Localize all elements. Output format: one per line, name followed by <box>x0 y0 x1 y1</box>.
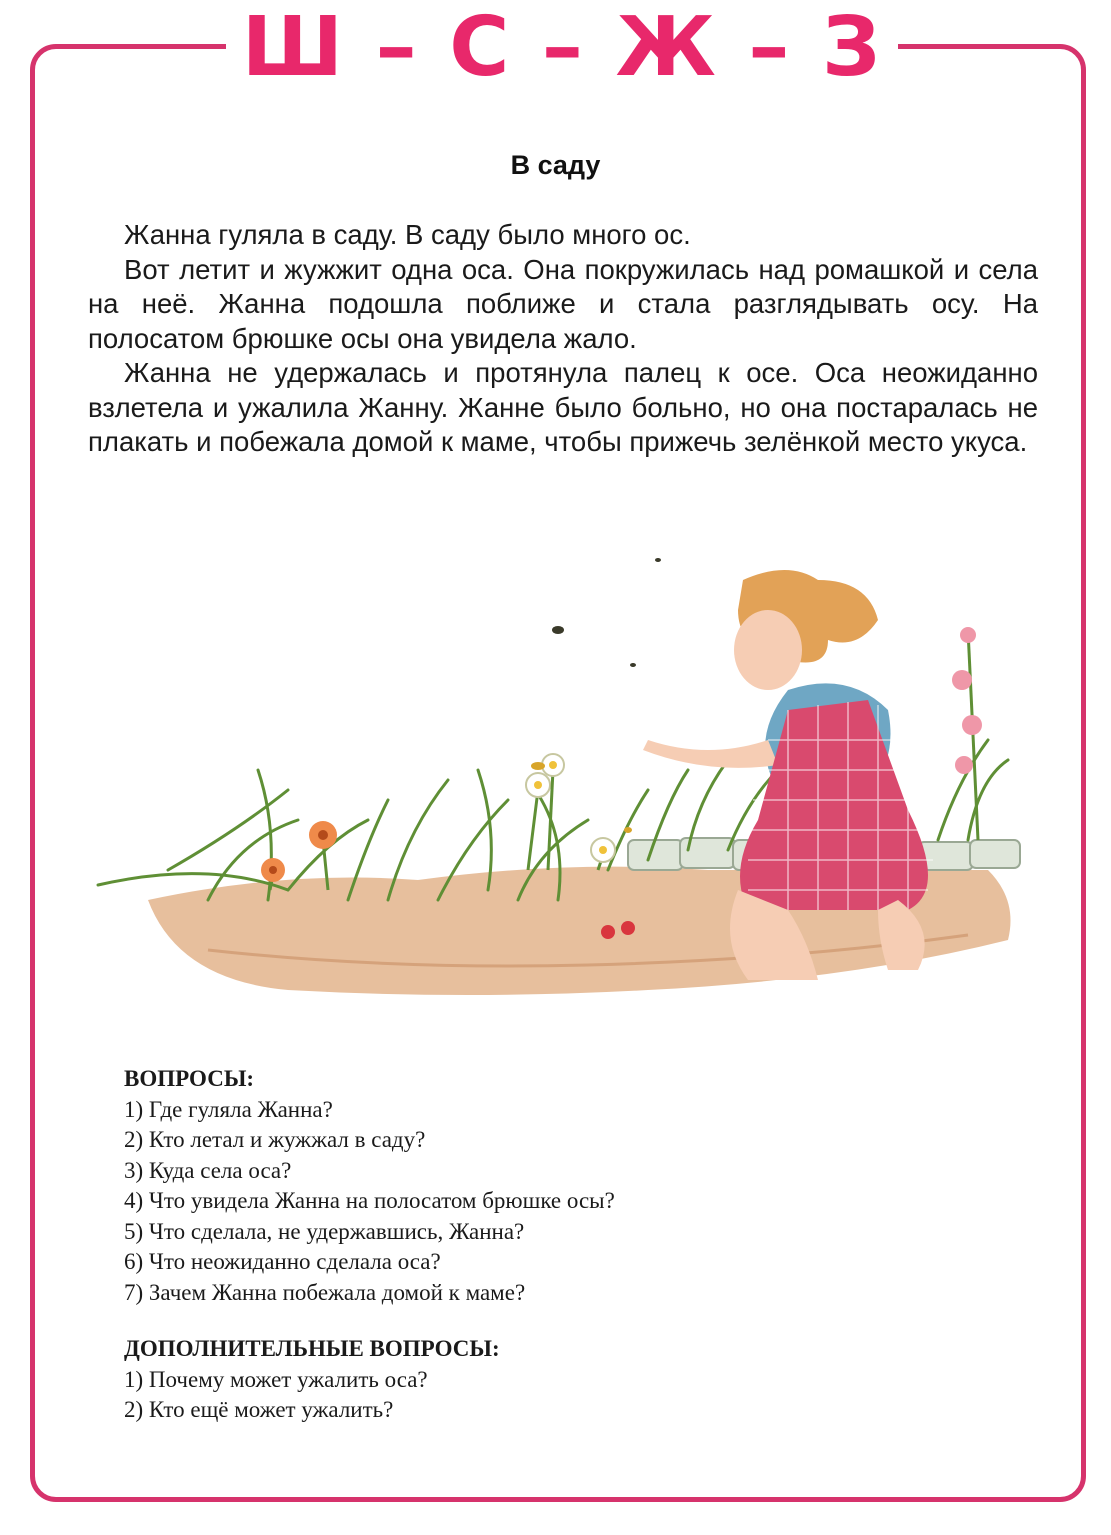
extra-questions-heading: ДОПОЛНИТЕЛЬНЫЕ ВОПРОСЫ: <box>124 1336 500 1361</box>
story-paragraph: Жанна не удержалась и протянула палец к осе. Оса неожиданно взлетела и ужалила Жанну. Жанне было больно, но она постаралась не плакать и побежала домой к маме, чтобы прижечь зелёнкой место укуса. <box>88 357 1038 457</box>
header-letters: Ш – С – Ж – З <box>241 0 883 95</box>
extra-question-item: 1) Почему может ужалить оса? <box>124 1366 428 1392</box>
extra-questions-list <box>124 1365 1024 1426</box>
question-item: 6) Что неожиданно сделала оса? <box>124 1249 441 1274</box>
story-title: В саду <box>510 150 601 180</box>
extra-questions-section <box>124 1334 1024 1426</box>
question-item: 5) Что сделала, не удержавшись, Жанна? <box>124 1218 525 1244</box>
story-text <box>88 218 1038 460</box>
question-item: 7) Зачем Жанна побежала домой к маме? <box>124 1279 526 1305</box>
question-item: 3) Куда села оса? <box>124 1157 292 1183</box>
questions-heading: ВОПРОСЫ: <box>124 1066 255 1091</box>
question-item: 1) Где гуляла Жанна? <box>124 1096 333 1122</box>
garden-illustration <box>88 540 1038 1020</box>
story-paragraph: Жанна гуляла в саду. В саду было много ос. <box>124 219 691 250</box>
questions-section <box>124 1064 1024 1426</box>
header <box>226 0 898 96</box>
questions-list <box>124 1095 1024 1309</box>
question-item: 4) Что увидела Жанна на полосатом брюшке осы? <box>124 1188 615 1213</box>
question-item: 2) Кто летал и жужжал в саду? <box>124 1127 426 1152</box>
extra-question-item: 2) Кто ещё может ужалить? <box>124 1397 394 1422</box>
story-paragraph: Вот летит и жужжит одна оса. Она покружилась над ромашкой и села на неё. Жанна подошла поближе и стала разглядывать осу. На полосатом брюшке осы она увидела жало. <box>88 253 1038 354</box>
